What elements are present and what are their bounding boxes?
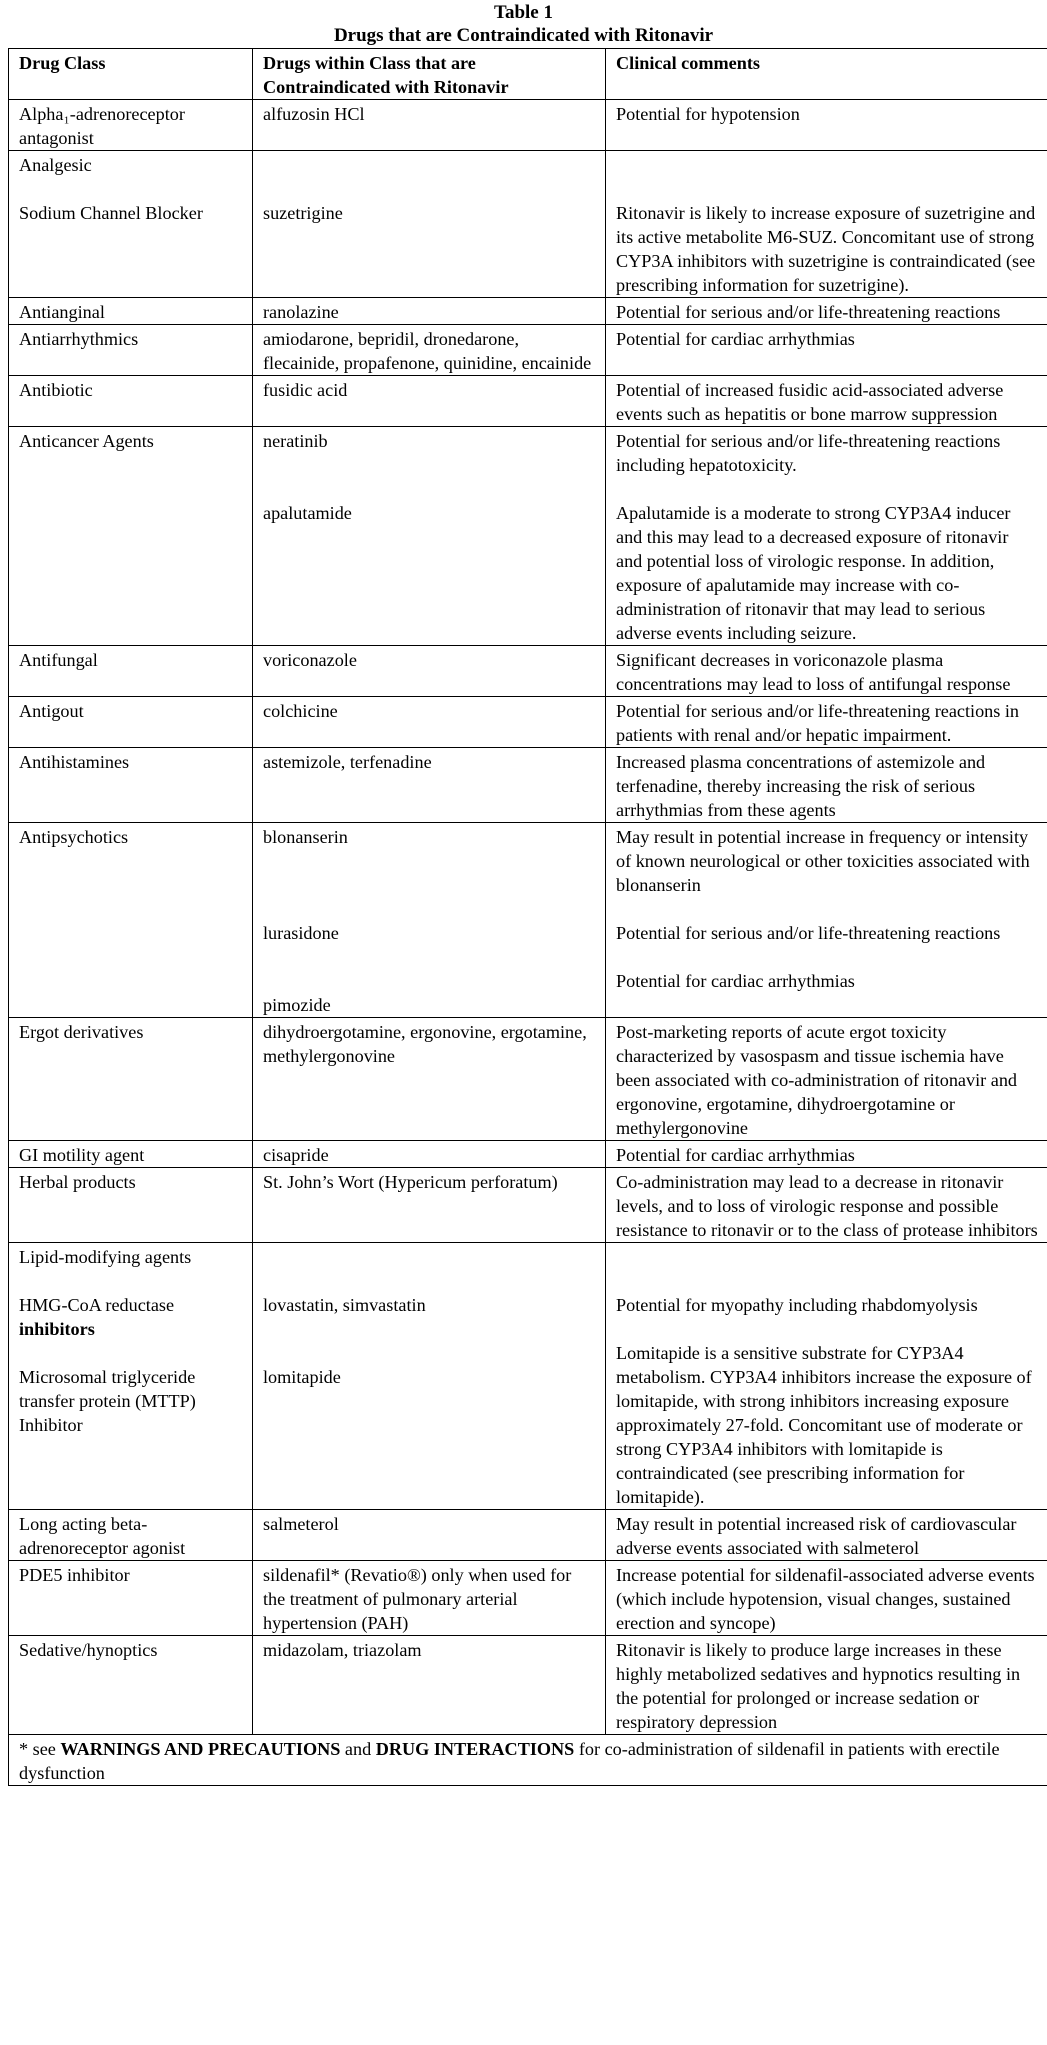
drug-class-cell: Sedative/hynoptics bbox=[9, 1636, 253, 1735]
table-row bbox=[9, 100, 1047, 151]
drug-class-cell: Antibiotic bbox=[9, 376, 253, 427]
comment-cell: Potential of increased fusidic acid-associated adverse events such as hepatitis or bone marrow suppression bbox=[606, 376, 1047, 427]
comment-cell bbox=[606, 823, 1047, 1018]
footnote-bold-interactions: DRUG INTERACTIONS bbox=[375, 1739, 575, 1759]
header-row bbox=[9, 49, 1047, 100]
drugs-cell: dihydroergotamine, ergonovine, ergotamine, methylergonovine bbox=[253, 1018, 606, 1141]
comment-text: Potential for serious and/or life-threatening reactions including hepatotoxicity. bbox=[616, 431, 1001, 475]
drugs-cell: salmeterol bbox=[253, 1510, 606, 1561]
drug-class-cell: GI motility agent bbox=[9, 1141, 253, 1168]
drug-class-cell: PDE5 inhibitor bbox=[9, 1561, 253, 1636]
comment-cell: Potential for serious and/or life-threatening reactions bbox=[606, 298, 1047, 325]
comment-cell: Co-administration may lead to a decrease in ritonavir levels, and to loss of virologic response and possible resistance to ritonavir or to the class of protease inhibitors bbox=[606, 1168, 1047, 1243]
drug-class-cell: Long acting beta-adrenoreceptor agonist bbox=[9, 1510, 253, 1561]
comment-text: Potential for cardiac arrhythmias bbox=[616, 971, 855, 991]
drugs-cell: cisapride bbox=[253, 1141, 606, 1168]
footnote-row bbox=[9, 1735, 1047, 1786]
drugs-cell: fusidic acid bbox=[253, 376, 606, 427]
drug-name: lurasidone bbox=[263, 923, 339, 943]
comment-cell: Ritonavir is likely to produce large increases in these highly metabolized sedatives and hypnotics resulting in the potential for prolonged or increase sedation or respiratory depression bbox=[606, 1636, 1047, 1735]
table-row bbox=[9, 376, 1047, 427]
comment-cell: Potential for cardiac arrhythmias bbox=[606, 1141, 1047, 1168]
footnote-bold-warnings: WARNINGS AND PRECAUTIONS bbox=[60, 1739, 341, 1759]
drugs-cell bbox=[253, 823, 606, 1018]
comment-text: Ritonavir is likely to increase exposure of suzetrigine and its active metabolite M6-SUZ. Concomitant use of strong CYP3A inhibitors with suzetrigine is contraindicated (see prescribing information for suzetrigine). bbox=[616, 203, 1036, 295]
comment-text: Potential for serious and/or life-threatening reactions bbox=[616, 923, 1001, 943]
footnote-text: * see bbox=[19, 1739, 61, 1759]
drug-class-cell: Antipsychotics bbox=[9, 823, 253, 1018]
drug-class-cell: Antifungal bbox=[9, 646, 253, 697]
drugs-cell bbox=[253, 151, 606, 298]
comment-cell: Post-marketing reports of acute ergot toxicity characterized by vasospasm and tissue ischemia have been associated with co-administration of ritonavir and ergonovine, ergotamine, dihydroergotamine or methylergonovine bbox=[606, 1018, 1047, 1141]
table-number: Table 1 bbox=[494, 2, 553, 23]
table-row bbox=[9, 1510, 1047, 1561]
comment-cell bbox=[606, 1243, 1047, 1510]
footnote-text: and bbox=[340, 1739, 376, 1759]
drug-subclass-label: Microsomal triglyceride transfer protein (MTTP) Inhibitor bbox=[19, 1367, 196, 1435]
subclass-text: HMG-CoA reductase bbox=[19, 1295, 175, 1315]
drugs-cell: voriconazole bbox=[253, 646, 606, 697]
drug-name: neratinib bbox=[263, 431, 328, 451]
footnote bbox=[9, 1735, 1047, 1786]
comment-text: May result in potential increase in frequency or intensity of known neurological or other toxicities associated with blonanserin bbox=[616, 827, 1030, 895]
drugs-cell: alfuzosin HCl bbox=[253, 100, 606, 151]
drugs-cell: ranolazine bbox=[253, 298, 606, 325]
header-drug-class: Drug Class bbox=[9, 49, 253, 100]
drug-name: lovastatin, simvastatin bbox=[263, 1295, 426, 1315]
drug-name: lomitapide bbox=[263, 1367, 341, 1387]
comment-cell bbox=[606, 151, 1047, 298]
table-row bbox=[9, 1636, 1047, 1735]
comment-cell: Increase potential for sildenafil-associated adverse events (which include hypotension, visual changes, sustained erection and syncope) bbox=[606, 1561, 1047, 1636]
table-row bbox=[9, 325, 1047, 376]
drugs-cell: amiodarone, bepridil, dronedarone, flecainide, propafenone, quinidine, encainide bbox=[253, 325, 606, 376]
table-row bbox=[9, 823, 1047, 1018]
drugs-cell bbox=[253, 427, 606, 646]
drug-class-cell: Antihistamines bbox=[9, 748, 253, 823]
drug-class-cell: Antianginal bbox=[9, 298, 253, 325]
header-clinical-comments: Clinical comments bbox=[606, 49, 1047, 100]
drug-name: apalutamide bbox=[263, 503, 352, 523]
table-row bbox=[9, 1243, 1047, 1510]
table-row bbox=[9, 1168, 1047, 1243]
drug-class-cell: Alpha₁-adrenoreceptor antagonist bbox=[9, 100, 253, 151]
drug-name: suzetrigine bbox=[263, 203, 343, 223]
drug-name: blonanserin bbox=[263, 827, 348, 847]
table-row bbox=[9, 1018, 1047, 1141]
drugs-cell: midazolam, triazolam bbox=[253, 1636, 606, 1735]
comment-cell: Potential for cardiac arrhythmias bbox=[606, 325, 1047, 376]
drugs-cell: sildenafil* (Revatio®) only when used for the treatment of pulmonary arterial hypertension (PAH) bbox=[253, 1561, 606, 1636]
footnote-text: for co-administration of sildenafil in patients with erectile dysfunction bbox=[19, 1739, 1000, 1783]
drug-class-cell bbox=[9, 151, 253, 298]
header-drugs-within-class: Drugs within Class that are Contraindicated with Ritonavir bbox=[253, 49, 606, 100]
table-row bbox=[9, 748, 1047, 823]
drug-class-cell: Ergot derivatives bbox=[9, 1018, 253, 1141]
comment-cell bbox=[606, 427, 1047, 646]
drugs-cell: astemizole, terfenadine bbox=[253, 748, 606, 823]
table-row bbox=[9, 1141, 1047, 1168]
drug-class-label: Lipid-modifying agents bbox=[19, 1247, 192, 1267]
comment-cell: Potential for serious and/or life-threatening reactions in patients with renal and/or hepatic impairment. bbox=[606, 697, 1047, 748]
drug-class-cell bbox=[9, 1243, 253, 1510]
table-row bbox=[9, 427, 1047, 646]
contraindication-table bbox=[8, 48, 1047, 1786]
comment-text: Potential for myopathy including rhabdomyolysis bbox=[616, 1295, 978, 1315]
subclass-bold-text: inhibitors bbox=[19, 1319, 95, 1339]
comment-text: Lomitapide is a sensitive substrate for CYP3A4 metabolism. CYP3A4 inhibitors increase the exposure of lomitapide, with strong inhibitors increasing exposure approximately 27-fold. Concomitant use of moderate or strong CYP3A4 inhibitors with lomitapide is contraindicated (see prescribing information for lomitapide). bbox=[616, 1343, 1032, 1507]
comment-cell: Increased plasma concentrations of astemizole and terfenadine, thereby increasing the risk of serious arrhythmias from these agents bbox=[606, 748, 1047, 823]
drug-name: pimozide bbox=[263, 995, 331, 1015]
table-title: Drugs that are Contraindicated with Ritonavir bbox=[333, 25, 714, 46]
drugs-cell: St. John’s Wort (Hypericum perforatum) bbox=[253, 1168, 606, 1243]
table-row bbox=[9, 298, 1047, 325]
table-row bbox=[9, 697, 1047, 748]
drug-class-cell: Anticancer Agents bbox=[9, 427, 253, 646]
drug-subclass-label bbox=[19, 1293, 242, 1341]
drug-subclass-label: Sodium Channel Blocker bbox=[19, 203, 203, 223]
table-row bbox=[9, 151, 1047, 298]
comment-cell: May result in potential increased risk of cardiovascular adverse events associated with salmeterol bbox=[606, 1510, 1047, 1561]
drug-class-label: Analgesic bbox=[19, 155, 92, 175]
table-row bbox=[9, 646, 1047, 697]
table-row bbox=[9, 1561, 1047, 1636]
comment-text: Apalutamide is a moderate to strong CYP3A4 inducer and this may lead to a decreased exposure of ritonavir and potential loss of virologic response. In addition, exposure of apalutamide may increase with co-administration of ritonavir that may lead to serious adverse events including seizure. bbox=[616, 503, 1011, 643]
drug-class-cell: Herbal products bbox=[9, 1168, 253, 1243]
drugs-cell: colchicine bbox=[253, 697, 606, 748]
comment-cell: Significant decreases in voriconazole plasma concentrations may lead to loss of antifungal response bbox=[606, 646, 1047, 697]
drug-class-cell: Antigout bbox=[9, 697, 253, 748]
drug-class-cell: Antiarrhythmics bbox=[9, 325, 253, 376]
drugs-cell bbox=[253, 1243, 606, 1510]
comment-cell: Potential for hypotension bbox=[606, 100, 1047, 151]
